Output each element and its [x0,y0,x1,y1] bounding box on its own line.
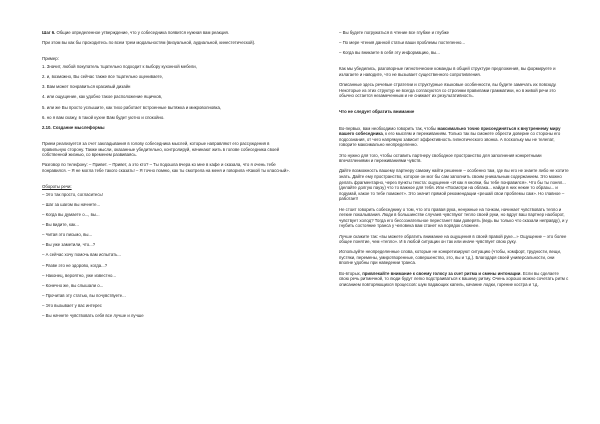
first-point-intro: Во-первых, вам необходимо говорить так, чтобы [339,125,438,131]
right-column [339,30,569,292]
phrase-item: – Это так просто, согласитесь! [42,191,103,197]
phrase-item: – Вы начнете чувствовать себя все лучше и лучше [42,312,144,318]
second-point-rest: . Если вы сделаете свою речь ритмичной, то люди будут легко подстраиваться к вашему ритму. Очень хорошо можно сочетать ритм с описанием повторяющихся процессов: шум падающих капель, качание лодки, горение костра и т.д. [339,270,569,287]
phrase-item: – Наконец, вероятно, уже известно... [42,272,116,278]
strategies-paragraph: Описанные здесь речевые стратегии и структурные языковые особенности, вы будете замечать их повсюду. Некоторые из этих структур не всегда согласуются со строгими правилами грамматики, но в живой речи это обычно остается незамеченным и не снижает их результативность. [339,82,557,99]
step-6-label: Шаг 6. [42,30,56,35]
phrase-item: – Вы будете погружаться в чтение все глубже и глубже [339,30,450,35]
example-line: 5. или же Вы просто услышите, как тихо работает встроенные вытяжка и микроволновка, [42,104,222,110]
phrase-item: – Читая это письмо, вы... [42,232,93,238]
vague-words-paragraph: Используйте неопределенные слова, которые не конкретизируют ситуацию (чтобы, комфорт, трудности, вещи, пустяки, перемены, умиротворенные, совершенство, это, вы и т.д.). Благодаря своей универсальности, они вполне удобны при наведении транса. [339,249,562,266]
left-column [42,30,290,323]
partner-solution-paragraph: Дайте возможность вашему партнеру самому найти решение – особенно там, где вы его не знаете либо не хотите знать. Дайте ему пространство, которое он мог бы сам заполнить своим уникальным содержанием. Это можно делать фрагментарно, через пункты текста: ощущение «И как я кнопки, бы тебе понравился». Что бы ты понял... (делайте долгую паузу) что то важное для тебя. Или «Посмотри на облака... найди в них некие то образы... и подумай, какое то тебе поможет». Это значит прямой рекомендации «решай свои проблемы сам». Но главное – работает! [339,168,569,202]
phrase-item: – А сейчас хочу помочь вам испытать... [42,252,121,258]
better-phrase-paragraph: Лучше скажите так: «вы можете обратить внимание на ощущения в своей правой руке...» Ощущение – это более общее понятие, чем «тепло». И в любой ситуации он так или иначе чувствует свою руку. [339,233,567,245]
phrase-item: – Прочитав эту статью, вы почувствуете... [42,292,126,298]
section-heading: 2.10. Создание мыслеформы [42,124,105,130]
phone-dialog-paragraph: Разговор по телефону: – Привет. – Привет, а это кто? – Ты подошла вчера ко мне в кафе и сказала, что я очень тебе понравился. – Я не могла тебе такого сказать! – Я точно помню, как ты смотрела на меня и говорила «Какой ты классный». [42,162,290,173]
summary-paragraph: Как мы убедились, разговорные гипнотические команды в общей структуре предложения, вы формируете и излагаете и наводите, что не вызывает существенного сопротивления. [339,66,556,77]
phrase-item: – Шаг за шагом вы начнете... [42,201,101,207]
freedom-paragraph: Это нужно для того, чтобы оставить партнеру свободное пространство для заполнения конкретными впечатлениями и переживаниями чувств. [339,152,542,164]
warm-hand-paragraph: Не стоит говорить собеседнику о том, что это правая рука, ненужные на тонком, начинает чувствовать тепло и легкие покалывания. Люди в большинстве случаев чувствуют тепло своей руки, но вдруг ваш партнер наоборот, чувствует холод? Тогда его бессознательное перестанет вам доверять (ведь вы только что сказали неправду), и у гнубить состояние транса у человека вам станет на порядок сложнее. [339,206,568,229]
second-point-intro: Во-вторых, [339,270,363,276]
second-point-emphasis: привлекайте внимание к своему голосу за счет ритма и смены интонации [362,270,521,276]
example-line: 3. Вам может понравиться красивый дизайн [42,84,131,90]
first-point-paragraph [339,126,569,148]
example-line: 2. и, возможно, Вы сейчас также все тщательно оцениваете, [42,74,164,80]
attention-heading: Что не следует обратить внимание [339,109,415,115]
phrase-item: – Вы уже заметили, что...? [42,242,96,248]
example-line: 1. Значит, любой покупатель тщательно подходит к выбору кухонной мебели, [42,64,197,70]
step-6-paragraph [42,30,290,36]
phrase-item: – По мере чтения данной статьи ваши проблемы постепенно... [339,40,465,46]
first-point-emphasis: максимально точно присоединяться к внутреннему миру вашего собеседника [339,125,561,137]
step-6-text: Общие определенное утверждение, что у собеседника появится нужная вам реакция. [55,30,230,35]
phrase-item: – Когда вы думаете о..., вы... [42,212,100,218]
phrase-item: – Конечно же, вы слышали о... [42,282,104,288]
example-line: 6. но я вам скажу, в такой кухне Вам будет уютно и спокойно. [42,114,165,120]
example-label: Пример: [42,56,59,62]
phrases-label: Обороты речи: [42,184,72,190]
first-point-rest: , к его мыслям и переживаниям. Только так вы сможете обрести доверие со стороны его подсознания, от чего напрямую зависит эффективность гипнотического звонка. А поскольку мы не телепат, говорите максимально неопределенно. [339,131,561,148]
modalities-paragraph: При этом вы как бы проходитесь по всем трем модальностям (визуальной, аудиальной, кинестетической). [42,40,256,46]
example-line: 4. или ощущение, как удобно такое расположение ящичков, [42,94,163,100]
phrase-item: – Это вызывает у вас интерес [42,302,102,308]
phrase-item: – Разве это не здорово, когда...? [42,262,108,268]
phrase-item: – Когда вы вникаете в себя эту информацию, вы... [339,50,440,56]
phrase-item: – Вы видите, как... [42,222,79,228]
thought-form-paragraph: Прием реализуется за счет закладывания в голову собеседника мыслей, которые направляют его рассуждения в правильную сторону. Также мысли, оказанные убедительно, контролируй, начинают жить в голове собеседника своей собственной жизнью, со временем развиваясь. [42,140,279,158]
second-point-paragraph [339,271,569,288]
